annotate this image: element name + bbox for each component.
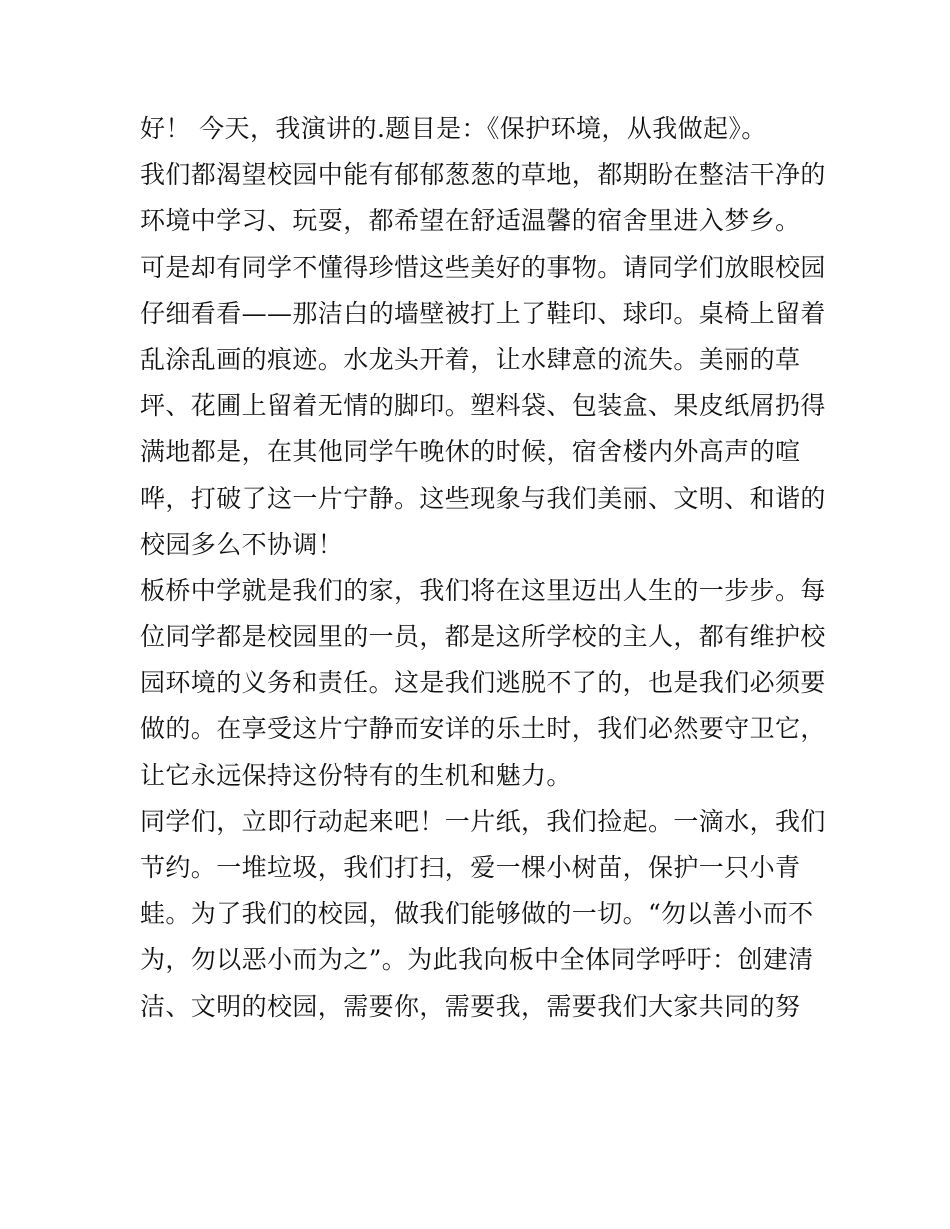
- text-line: 哗，打破了这一片宁静。这些现象与我们美丽、文明、和谐的: [140, 483, 826, 513]
- text-line: 洁、文明的校园，需要你，需要我，需要我们大家共同的努: [140, 991, 801, 1021]
- text-line: 蛙。为了我们的校园，做我们能够做的一切。“勿以善小而不: [140, 899, 814, 929]
- text-line: 节约。一堆垃圾，我们打扫，爱一棵小树苗，保护一只小青: [140, 853, 801, 882]
- text-line: 校园多么不协调！: [140, 529, 344, 559]
- text-line: 同学们，立即行动起来吧！一片纸，我们捡起。一滴水，我们: [140, 806, 826, 836]
- text-line: 我们都渴望校园中能有郁郁葱葱的草地，都期盼在整洁干净的: [140, 160, 826, 190]
- text-line: 乱涂乱画的痕迹。水龙头开着，让水肆意的流失。美丽的草: [140, 344, 801, 374]
- text-line: 好！ 今天，我演讲的.题目是：《保护环境，从我做起》。: [140, 114, 767, 143]
- text-line: 板桥中学就是我们的家，我们将在这里迈出人生的一步步。每: [140, 575, 826, 605]
- text-line: 位同学都是校园里的一员，都是这所学校的主人，都有维护校: [140, 622, 826, 652]
- text-line: 环境中学习、玩耍，都希望在舒适温馨的宿舍里进入梦乡。: [140, 206, 801, 236]
- text-line: 可是却有同学不懂得珍惜这些美好的事物。请同学们放眼校园: [140, 252, 826, 282]
- text-line: 为，勿以恶小而为之”。为此我向板中全体同学呼吁：创建清: [140, 945, 814, 975]
- text-line: 让它永远保持这份特有的生机和魅力。: [140, 760, 572, 790]
- speech-text-block: [140, 106, 826, 1030]
- text-line: 仔细看看——那洁白的墙壁被打上了鞋印、球印。桌椅上留着: [140, 298, 826, 328]
- text-line: 满地都是，在其他同学午晚休的时候，宿舍楼内外高声的喧: [140, 437, 801, 467]
- text-line: 坪、花圃上留着无情的脚印。塑料袋、包装盒、果皮纸屑扔得: [140, 391, 826, 421]
- text-line: 做的。在享受这片宁静而安详的乐土时，我们必然要守卫它，: [140, 714, 826, 744]
- text-line: 园环境的义务和责任。这是我们逃脱不了的，也是我们必须要: [140, 668, 826, 698]
